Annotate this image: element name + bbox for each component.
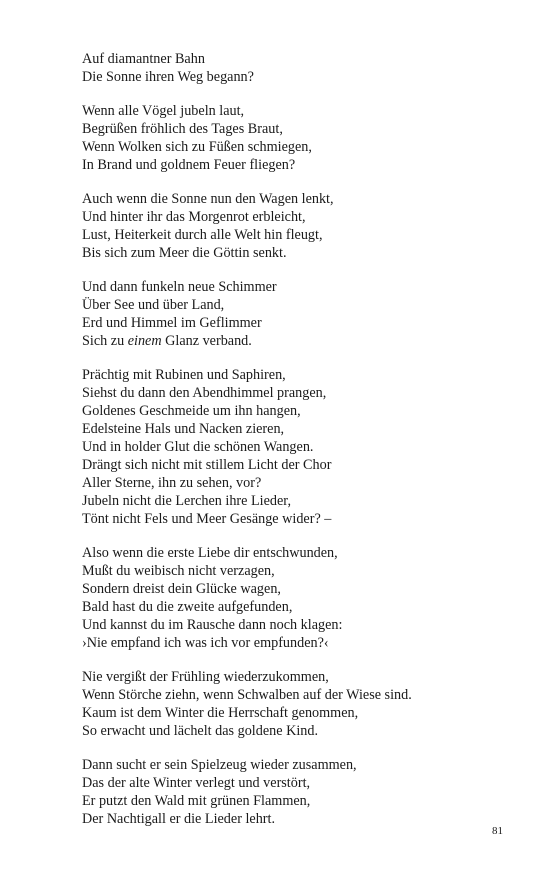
- poem-line: Wenn Wolken sich zu Füßen schmiegen,: [82, 139, 312, 155]
- stanza: [82, 102, 522, 174]
- poem-line: Goldenes Geschmeide um ihn hangen,: [82, 403, 301, 419]
- poem: [82, 50, 522, 844]
- line-text: Glanz verband.: [161, 333, 252, 349]
- poem-line: Also wenn die erste Liebe dir entschwunden,: [82, 545, 338, 561]
- poem-line: Sondern dreist dein Glücke wagen,: [82, 581, 281, 597]
- poem-line: Tönt nicht Fels und Meer Gesänge wider? –: [82, 511, 332, 527]
- poem-line: In Brand und goldnem Feuer fliegen?: [82, 157, 296, 173]
- emphasized-word: einem: [127, 333, 162, 349]
- poem-line: Über See und über Land,: [82, 297, 225, 313]
- line-text: Sich zu: [82, 333, 128, 349]
- stanza: [82, 668, 522, 740]
- poem-line: Drängt sich nicht mit stillem Licht der Chor: [82, 457, 332, 473]
- poem-line: Auch wenn die Sonne nun den Wagen lenkt,: [82, 191, 334, 207]
- stanza: [82, 544, 522, 652]
- stanza: [82, 50, 522, 86]
- poem-line: Und hinter ihr das Morgenrot erbleicht,: [82, 209, 306, 225]
- poem-line: Aller Sterne, ihn zu sehen, vor?: [82, 475, 262, 491]
- poem-line: ›Nie empfand ich was ich vor empfunden?‹: [82, 635, 329, 651]
- poem-line: Siehst du dann den Abendhimmel prangen,: [82, 385, 327, 401]
- poem-line: [82, 332, 522, 350]
- poem-line: Lust, Heiterkeit durch alle Welt hin fleugt,: [82, 227, 323, 243]
- poem-line: Er putzt den Wald mit grünen Flammen,: [82, 793, 311, 809]
- poem-line: Erd und Himmel im Geflimmer: [82, 315, 262, 331]
- poem-line: Die Sonne ihren Weg begann?: [82, 69, 254, 85]
- poem-line: Wenn Störche ziehn, wenn Schwalben auf der Wiese sind.: [82, 687, 412, 703]
- poem-line: Kaum ist dem Winter die Herrschaft genommen,: [82, 705, 359, 721]
- poem-line: Und in holder Glut die schönen Wangen.: [82, 439, 314, 455]
- poem-line: Jubeln nicht die Lerchen ihre Lieder,: [82, 493, 292, 509]
- poem-line: Der Nachtigall er die Lieder lehrt.: [82, 811, 276, 827]
- poem-line: Prächtig mit Rubinen und Saphiren,: [82, 367, 286, 383]
- stanza: [82, 366, 522, 528]
- poem-line: Mußt du weibisch nicht verzagen,: [82, 563, 275, 579]
- poem-line: Und dann funkeln neue Schimmer: [82, 279, 277, 295]
- poem-line: Begrüßen fröhlich des Tages Braut,: [82, 121, 283, 137]
- stanza: [82, 278, 522, 350]
- page-number: 81: [492, 825, 503, 837]
- poem-line: Das der alte Winter verlegt und verstört,: [82, 775, 311, 791]
- poem-line: Wenn alle Vögel jubeln laut,: [82, 103, 245, 119]
- poem-line: Und kannst du im Rausche dann noch klagen:: [82, 617, 343, 633]
- stanza: [82, 190, 522, 262]
- poem-line: Nie vergißt der Frühling wiederzukommen,: [82, 669, 329, 685]
- poem-line: So erwacht und lächelt das goldene Kind.: [82, 723, 318, 739]
- poem-line: Bald hast du die zweite aufgefunden,: [82, 599, 293, 615]
- poem-line: Auf diamantner Bahn: [82, 51, 205, 67]
- poem-line: Edelsteine Hals und Nacken zieren,: [82, 421, 285, 437]
- stanza: [82, 756, 522, 828]
- poem-line: Dann sucht er sein Spielzeug wieder zusammen,: [82, 757, 357, 773]
- poem-line: Bis sich zum Meer die Göttin senkt.: [82, 245, 287, 261]
